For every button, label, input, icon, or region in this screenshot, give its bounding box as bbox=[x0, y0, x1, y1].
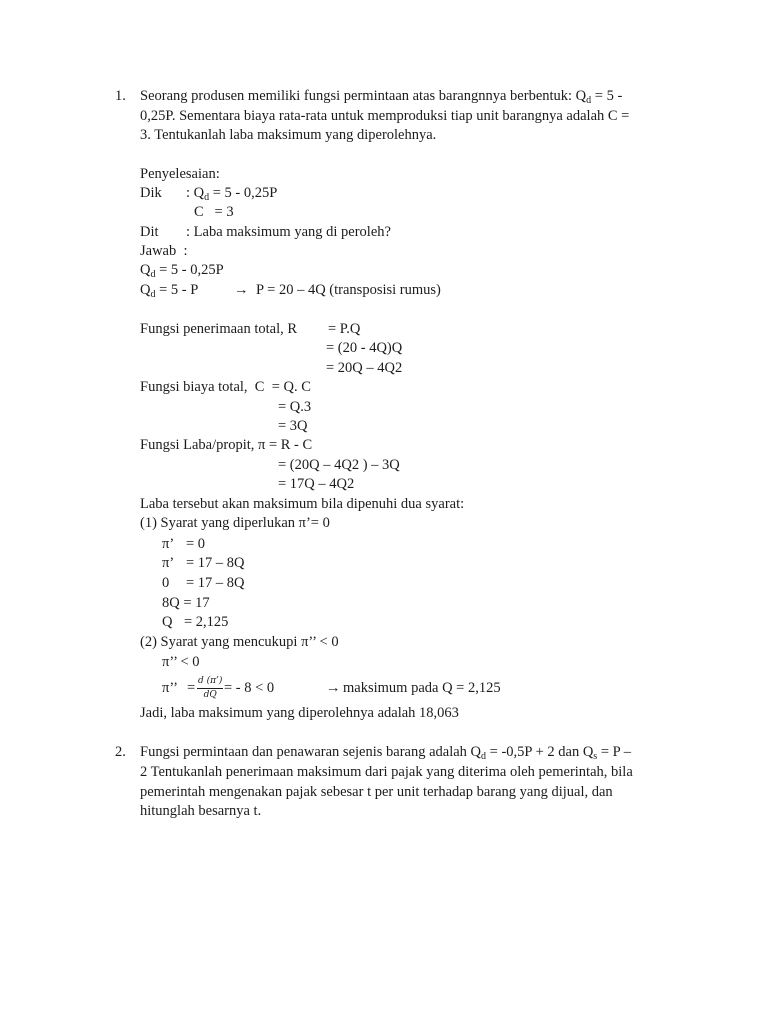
subscript: s bbox=[593, 751, 598, 762]
condition1-step-rhs: = 2,125 bbox=[184, 614, 229, 630]
profit-step-2: = (20Q – 4Q2 ) – 3Q bbox=[278, 457, 400, 473]
condition1-step-rhs: = 17 – 8Q bbox=[186, 555, 245, 571]
condition1-step-lhs: 8Q = 17 bbox=[162, 595, 210, 611]
solution-heading: Penyelesaian: bbox=[140, 166, 220, 182]
jawab-label: Jawab : bbox=[140, 243, 188, 259]
maximum-note: maksimum pada Q = 2,125 bbox=[343, 680, 501, 696]
condition1-step-lhs: Q bbox=[162, 614, 173, 630]
condition1-step-lhs: 0 bbox=[162, 575, 170, 591]
dit-label: Dit bbox=[140, 224, 159, 240]
problem2-line2: 2 Tentukanlah penerimaan maksimum dari pajak yang diterima oleh pemerintah, bila bbox=[140, 764, 633, 780]
problem2-line3: pemerintah mengenakan pajak sebesar t per unit terhadap barang yang dijual, dan bbox=[140, 784, 613, 800]
statement-text: Seorang produsen memiliki fungsi permintaan atas barangnnya berbentuk: Q bbox=[140, 88, 587, 104]
cost-label: Fungsi biaya total, C = Q. C bbox=[140, 379, 311, 395]
condition2-title: (2) Syarat yang mencukupi π’’ < 0 bbox=[140, 634, 339, 650]
dik-text: = 5 - 0,25P bbox=[209, 185, 278, 201]
equation-text: Q bbox=[140, 262, 151, 278]
statement-text: = P – bbox=[597, 744, 632, 760]
equation-text: = 5 - 0,25P bbox=[155, 262, 224, 278]
arrow-icon: → bbox=[326, 680, 341, 696]
second-derivative-equals: = bbox=[187, 680, 196, 696]
second-derivative-lhs: π’’ bbox=[162, 680, 178, 696]
second-derivative-rhs: = - 8 < 0 bbox=[224, 680, 275, 696]
dit-text: : Laba maksimum yang di peroleh? bbox=[186, 224, 391, 240]
condition1-step-lhs: π’ bbox=[162, 555, 175, 571]
condition1-step-rhs: = 17 – 8Q bbox=[186, 575, 245, 591]
profit-step-3: = 17Q – 4Q2 bbox=[278, 476, 355, 492]
subscript: d bbox=[150, 289, 156, 300]
demand-equation-2 bbox=[140, 281, 198, 299]
equation-text: = 5 - P bbox=[155, 282, 199, 298]
subscript: d bbox=[204, 192, 210, 203]
condition1-step-lhs: π’ bbox=[162, 536, 175, 552]
cost-step-3: = 3Q bbox=[278, 418, 308, 434]
subscript: d bbox=[150, 269, 156, 280]
revenue-label: Fungsi penerimaan total, R bbox=[140, 321, 298, 337]
dik-text: : Q bbox=[186, 185, 205, 201]
problem1-number: 1. bbox=[115, 88, 126, 104]
condition1-step-rhs: = 0 bbox=[186, 536, 206, 552]
conditions-intro: Laba tersebut akan maksimum bila dipenuhi dua syarat: bbox=[140, 496, 465, 512]
dik-demand-function bbox=[186, 184, 277, 202]
revenue-step-1: = P.Q bbox=[328, 321, 361, 337]
problem1-statement-line2: 0,25P. Sementara biaya rata-rata untuk memproduksi tiap unit barangnya adalah C = bbox=[140, 108, 630, 124]
subscript: d bbox=[586, 95, 592, 106]
revenue-step-2: = (20 - 4Q)Q bbox=[326, 340, 403, 356]
problem2-line1 bbox=[140, 743, 631, 761]
demand-equation-1 bbox=[140, 261, 224, 279]
fraction-numerator: d (π’) bbox=[197, 676, 223, 689]
statement-text: = 5 - bbox=[591, 88, 623, 104]
profit-label: Fungsi Laba/propit, π = R - C bbox=[140, 437, 313, 453]
problem1-statement-line1 bbox=[140, 87, 622, 105]
dik-label: Dik bbox=[140, 185, 162, 201]
subscript: d bbox=[481, 751, 487, 762]
statement-text: Fungsi permintaan dan penawaran sejenis barang adalah Q bbox=[140, 744, 482, 760]
problem2-line4: hitunglah besarnya t. bbox=[140, 803, 262, 819]
problem2-number: 2. bbox=[115, 744, 126, 760]
statement-text: = -0,5P + 2 dan Q bbox=[486, 744, 594, 760]
derivative-fraction bbox=[197, 676, 223, 701]
dik-cost-value: C = 3 bbox=[194, 204, 234, 220]
arrow-icon: → bbox=[234, 282, 249, 298]
condition1-title: (1) Syarat yang diperlukan π’= 0 bbox=[140, 515, 330, 531]
equation-text: Q bbox=[140, 282, 151, 298]
revenue-step-3: = 20Q – 4Q2 bbox=[326, 360, 403, 376]
problem1-statement-line3: 3. Tentukanlah laba maksimum yang diperolehnya. bbox=[140, 127, 437, 143]
cost-step-2: = Q.3 bbox=[278, 399, 312, 415]
transposition-result: P = 20 – 4Q (transposisi rumus) bbox=[256, 282, 441, 298]
conclusion: Jadi, laba maksimum yang diperolehnya adalah 18,063 bbox=[140, 705, 459, 721]
fraction-denominator: dQ bbox=[203, 690, 217, 700]
condition2-step-1: π’’ < 0 bbox=[162, 654, 200, 670]
